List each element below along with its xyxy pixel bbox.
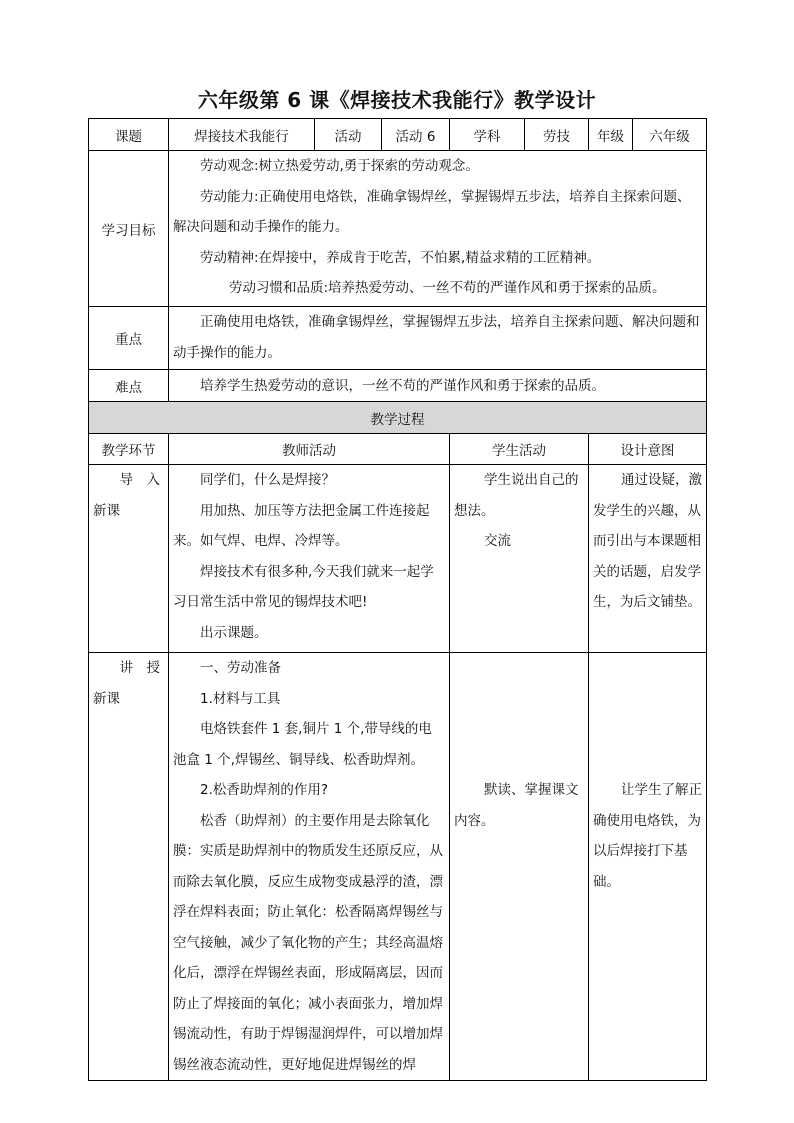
goal-line-2: 劳动能力:正确使用电烙铁，准确拿锡焊丝，掌握锡焊五步法，培养自主探索问题、解决问题和动手操作的能力。 (173, 188, 691, 235)
intro-stage (89, 465, 169, 653)
lesson-plan-table (88, 118, 707, 1081)
goal-line-4: 劳动习惯和品质:培养热爱劳动、一丝不苟的严谨作风和勇于探索的品质。 (229, 280, 666, 296)
lecture-stage-line2: 新课 (93, 690, 120, 707)
lecture-teacher-4: 2.松香助焊剂的作用? (200, 782, 329, 798)
lecture-intent-text: 让学生了解正确使用电烙铁，为以后焊接打下基础。 (593, 782, 702, 890)
lecture-teacher-3: 电烙铁套件 1 套,铜片 1 个,带导线的电池盒 1 个,焊锡丝、铜导线、松香助焊剂。 (173, 721, 432, 768)
subject-value: 劳技 (525, 119, 589, 151)
key-label: 重点 (89, 307, 169, 370)
lecture-teacher-2: 1.材料与工具 (200, 690, 281, 707)
goals-label: 学习目标 (89, 151, 169, 307)
intro-student-2: 交流 (484, 533, 511, 549)
intro-stage-line1: 导 入 (119, 472, 160, 488)
lecture-stage-line1: 讲 授 (119, 660, 160, 676)
key-content (169, 307, 707, 370)
process-columns-row (89, 434, 707, 465)
lecture-student (450, 653, 589, 1081)
col-intent: 设计意图 (589, 434, 707, 465)
intro-teacher-4: 出示课题。 (200, 624, 268, 641)
key-row (89, 307, 707, 370)
difficulty-content (169, 370, 707, 402)
intro-intent (589, 465, 707, 653)
col-student: 学生活动 (450, 434, 589, 465)
lecture-row (89, 653, 707, 1081)
lecture-intent (589, 653, 707, 1081)
intro-row (89, 465, 707, 653)
intro-teacher-3: 焊接技术有很多种,今天我们就来一起学习日常生活中常见的锡焊技术吧! (173, 563, 434, 610)
lecture-stage (89, 653, 169, 1081)
difficulty-row (89, 370, 707, 402)
col-stage: 教学环节 (89, 434, 169, 465)
process-heading: 教学过程 (89, 402, 707, 434)
activity-value: 活动 6 (382, 119, 450, 151)
process-heading-row (89, 402, 707, 434)
key-text: 正确使用电烙铁，准确拿锡焊丝，掌握锡焊五步法，培养自主探索问题、解决问题和动手操作的能力。 (173, 314, 700, 361)
intro-stage-line2: 新课 (93, 502, 120, 519)
difficulty-text: 培养学生热爱劳动的意识，一丝不苟的严谨作风和勇于探索的品质。 (200, 377, 605, 394)
goal-line-3: 劳动精神:在焊接中，养成肯于吃苦，不怕累,精益求精的工匠精神。 (200, 249, 601, 266)
col-teacher: 教师活动 (169, 434, 450, 465)
topic-label: 课题 (89, 119, 169, 151)
page-title: 六年级第 6 课《焊接技术我能行》教学设计 (197, 88, 597, 112)
difficulty-label: 难点 (89, 370, 169, 402)
lecture-student-text: 默读、掌握课文内容。 (454, 782, 579, 829)
activity-label: 活动 (315, 119, 382, 151)
intro-teacher-1: 同学们，什么是焊接？ (200, 472, 335, 488)
intro-teacher-2: 用加热、加压等方法把金属工件连接起来。如气焊、电焊、冷焊等。 (173, 502, 430, 549)
goal-line-1: 劳动观念:树立热爱劳动,勇于探索的劳动观念。 (200, 158, 479, 174)
subject-label: 学科 (450, 119, 525, 151)
topic-value: 焊接技术我能行 (169, 119, 315, 151)
intro-student-1: 学生说出自己的想法。 (454, 472, 579, 519)
grade-label: 年级 (589, 119, 633, 151)
intro-intent-text: 通过设疑，激发学生的兴趣，从而引出与本课题相关的话题，启发学生，为后文铺垫。 (593, 472, 702, 610)
intro-student (450, 465, 589, 653)
lecture-teacher-1: 一、劳动准备 (200, 660, 281, 676)
lecture-teacher-5: 松香（助焊剂）的主要作用是去除氧化膜：实质是助焊剂中的物质发生还原反应，从而除去氧化膜，反应生成物变成悬浮的渣，漂浮在焊料表面；防止氧化：松香隔离焊锡丝与空气接触，减少了氧化物的产生；其经高温熔化后，漂浮在焊锡丝表面，形成隔离层，因而防止了焊接面的氧化；减小表面张力，增加焊锡流动性，有助于焊锡湿润焊件，可以增加焊锡丝液态流动性，更好地促进焊锡丝的焊 (173, 812, 443, 1073)
goals-content (169, 151, 707, 307)
header-row (89, 119, 707, 151)
goals-row (89, 151, 707, 307)
intro-teacher (169, 465, 450, 653)
grade-value: 六年级 (633, 119, 707, 151)
lecture-teacher (169, 653, 450, 1081)
